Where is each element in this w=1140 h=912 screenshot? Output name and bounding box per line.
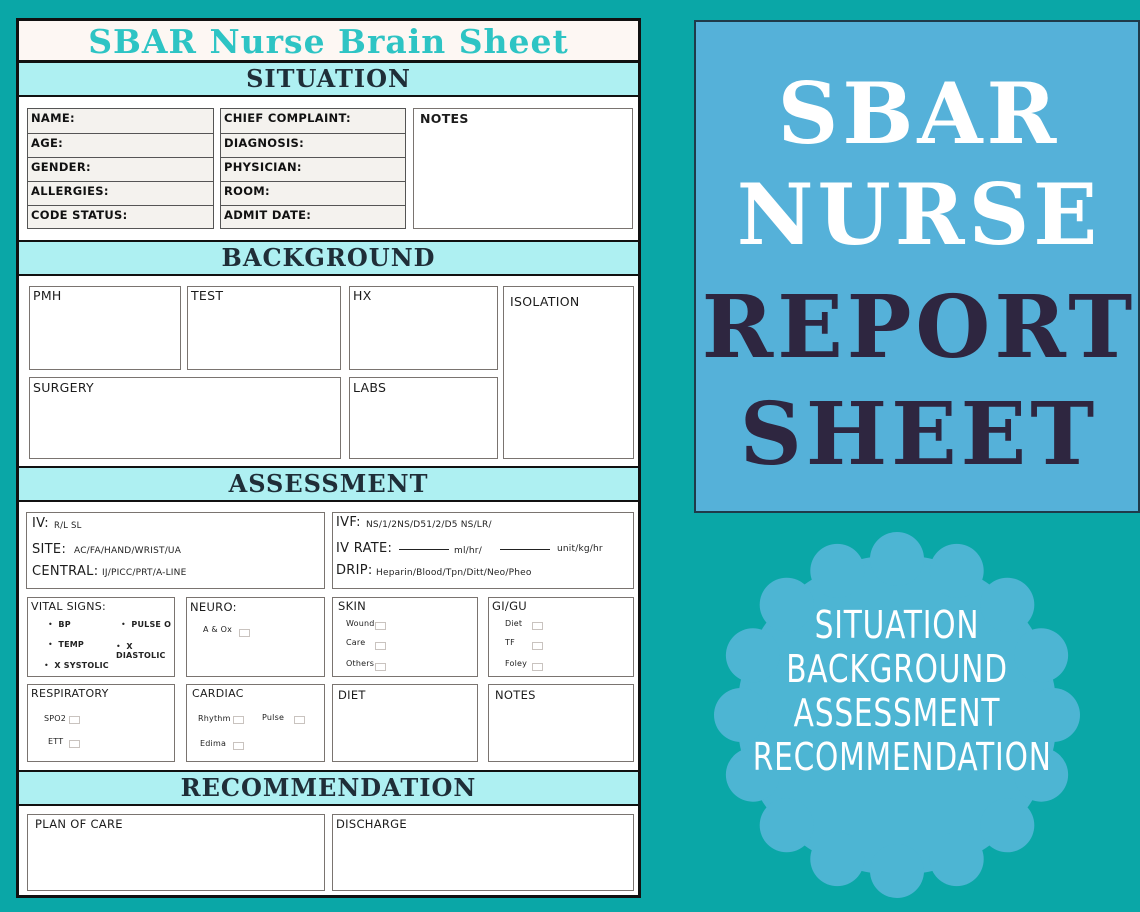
- badge-scallop: [980, 798, 1034, 852]
- situation-header: SITUATION: [19, 61, 638, 97]
- plan-of-care-label: PLAN OF CARE: [35, 817, 123, 831]
- badge-line-background: BACKGROUND: [786, 647, 1008, 691]
- table-row: [28, 158, 213, 182]
- gi-gu-label: GI/GU: [492, 599, 528, 613]
- notes-label: NOTES: [420, 111, 469, 126]
- iv-box[interactable]: [26, 512, 325, 589]
- field-allergies: ALLERGIES:: [31, 184, 109, 198]
- assessment-notes-box[interactable]: [488, 684, 634, 762]
- vital-x-systolic: • X SYSTOLIC: [44, 661, 109, 670]
- cardiac-box[interactable]: [186, 684, 325, 762]
- diet-label: DIET: [338, 688, 366, 702]
- hx-box[interactable]: [349, 286, 498, 370]
- iv-rate-blank-2[interactable]: [500, 549, 550, 550]
- site-value: AC/FA/HAND/WRIST/UA: [74, 546, 182, 556]
- gigu-foley: Foley: [505, 659, 528, 668]
- gigu-diet: Diet: [505, 619, 523, 628]
- gigu-diet-checkbox[interactable]: [532, 622, 543, 630]
- isolation-label: ISOLATION: [510, 294, 580, 309]
- promo-line-report: REPORT: [701, 277, 1137, 378]
- table-row: [28, 109, 213, 134]
- skin-wound: Wound: [346, 619, 375, 628]
- neuro-label: NEURO:: [190, 600, 237, 614]
- promo-line-nurse: NURSE: [736, 165, 1102, 264]
- badge-line-recommendation: RECOMMENDATION: [752, 735, 1052, 779]
- field-diagnosis: DIAGNOSIS:: [224, 136, 305, 150]
- badge-scallop: [930, 832, 984, 886]
- respiratory-label: RESPIRATORY: [31, 687, 109, 700]
- table-row: [221, 182, 405, 206]
- assessment-header: ASSESSMENT: [19, 466, 638, 502]
- iv-rate-label: IV RATE:: [336, 541, 393, 556]
- respiratory-box[interactable]: [27, 684, 175, 762]
- resp-ett-checkbox[interactable]: [69, 740, 80, 748]
- badge-line-assessment: ASSESSMENT: [793, 691, 1001, 735]
- badge-scallop: [810, 544, 864, 598]
- cardiac-rhythm-checkbox[interactable]: [233, 716, 244, 724]
- central-label: CENTRAL:: [32, 564, 99, 579]
- cardiac-edima: Edima: [200, 739, 227, 748]
- assessment-notes-label: NOTES: [495, 688, 536, 702]
- skin-care-checkbox[interactable]: [375, 642, 386, 650]
- field-physician: PHYSICIAN:: [224, 160, 302, 174]
- vital-x-diastolic: • X DIASTOLIC: [116, 642, 166, 660]
- diet-box[interactable]: [332, 684, 478, 762]
- table-row: [28, 206, 213, 230]
- field-room: ROOM:: [224, 184, 270, 198]
- skin-others-checkbox[interactable]: [375, 663, 386, 671]
- table-row: [221, 206, 405, 230]
- neuro-a-ox-checkbox[interactable]: [239, 629, 250, 637]
- cardiac-pulse: Pulse: [262, 713, 285, 722]
- table-row: [221, 158, 405, 182]
- hx-label: HX: [353, 288, 372, 303]
- sheet-title: SBAR Nurse Brain Sheet: [19, 21, 638, 61]
- nurse-brain-sheet: [16, 18, 641, 898]
- field-age: AGE:: [31, 136, 63, 150]
- promo-title-box: [694, 20, 1140, 513]
- iv-rate-unit-2: unit/kg/hr: [557, 544, 603, 554]
- surgery-box[interactable]: [29, 377, 341, 459]
- cardiac-pulse-checkbox[interactable]: [294, 716, 305, 724]
- iv-value: R/L SL: [54, 521, 82, 531]
- cardiac-label: CARDIAC: [192, 687, 244, 700]
- resp-spo2-checkbox[interactable]: [69, 716, 80, 724]
- badge-scallop: [810, 832, 864, 886]
- test-label: TEST: [191, 288, 224, 303]
- situation-right-table: [220, 108, 406, 229]
- neuro-box[interactable]: [186, 597, 325, 677]
- neuro-a-ox: A & Ox: [203, 625, 233, 634]
- iv-rate-unit-1: ml/hr/: [454, 546, 482, 556]
- situation-notes-box[interactable]: [413, 108, 633, 229]
- gigu-foley-checkbox[interactable]: [532, 663, 543, 671]
- badge-scallop: [870, 844, 924, 898]
- gigu-tf-checkbox[interactable]: [532, 642, 543, 650]
- table-row: [221, 134, 405, 158]
- isolation-box[interactable]: [503, 286, 634, 459]
- resp-spo2: SPO2: [44, 714, 67, 723]
- labs-box[interactable]: [349, 377, 498, 459]
- field-name: NAME:: [31, 111, 75, 125]
- field-gender: GENDER:: [31, 160, 91, 174]
- recommendation-header: RECOMMENDATION: [19, 770, 638, 806]
- gigu-tf: TF: [505, 638, 515, 647]
- ivf-label: IVF:: [336, 515, 361, 530]
- field-code-status: CODE STATUS:: [31, 208, 128, 222]
- cardiac-rhythm: Rhythm: [198, 714, 231, 723]
- table-row: [28, 134, 213, 158]
- vital-bp: • BP: [48, 620, 71, 629]
- site-label: SITE:: [32, 542, 67, 557]
- iv-rate-blank-1[interactable]: [399, 549, 449, 550]
- badge-scallop: [760, 798, 814, 852]
- discharge-box[interactable]: [332, 814, 634, 891]
- skin-others: Others: [346, 659, 375, 668]
- skin-care: Care: [346, 638, 366, 647]
- labs-label: LABS: [353, 380, 387, 395]
- situation-left-table: [27, 108, 214, 229]
- field-admit-date: ADMIT DATE:: [224, 208, 312, 222]
- drip-label: DRIP:: [336, 563, 373, 578]
- test-box[interactable]: [187, 286, 341, 370]
- skin-label: SKIN: [338, 599, 367, 613]
- discharge-label: DISCHARGE: [336, 817, 407, 831]
- field-chief-complaint: CHIEF COMPLAINT:: [224, 111, 351, 125]
- plan-of-care-box[interactable]: [27, 814, 325, 891]
- promo-line-sbar: SBAR: [777, 64, 1061, 163]
- resp-ett: ETT: [48, 737, 64, 746]
- iv-label: IV:: [32, 516, 49, 531]
- vital-pulse-o: • PULSE O: [121, 620, 172, 629]
- central-value: IJ/PICC/PRT/A-LINE: [102, 568, 187, 578]
- gi-gu-box[interactable]: [488, 597, 634, 677]
- table-row: [28, 182, 213, 206]
- badge-scallop: [930, 544, 984, 598]
- pmh-box[interactable]: [29, 286, 181, 370]
- vital-signs-label: VITAL SIGNS:: [31, 600, 107, 613]
- badge-line-situation: SITUATION: [814, 603, 980, 647]
- vital-temp: • TEMP: [48, 640, 84, 649]
- skin-wound-checkbox[interactable]: [375, 622, 386, 630]
- surgery-label: SURGERY: [33, 380, 94, 395]
- badge-scallop: [870, 532, 924, 586]
- vital-signs-box[interactable]: [27, 597, 175, 677]
- table-row: [221, 109, 405, 134]
- ivf-box[interactable]: [332, 512, 634, 589]
- background-header: BACKGROUND: [19, 240, 638, 276]
- cardiac-edima-checkbox[interactable]: [233, 742, 244, 750]
- promo-line-sheet: SHEET: [739, 384, 1099, 485]
- ivf-value: NS/1/2NS/D51/2/D5 NS/LR/: [366, 520, 492, 530]
- pmh-label: PMH: [33, 288, 62, 303]
- drip-value: Heparin/Blood/Tpn/Ditt/Neo/Pheo: [376, 568, 532, 578]
- skin-box[interactable]: [332, 597, 478, 677]
